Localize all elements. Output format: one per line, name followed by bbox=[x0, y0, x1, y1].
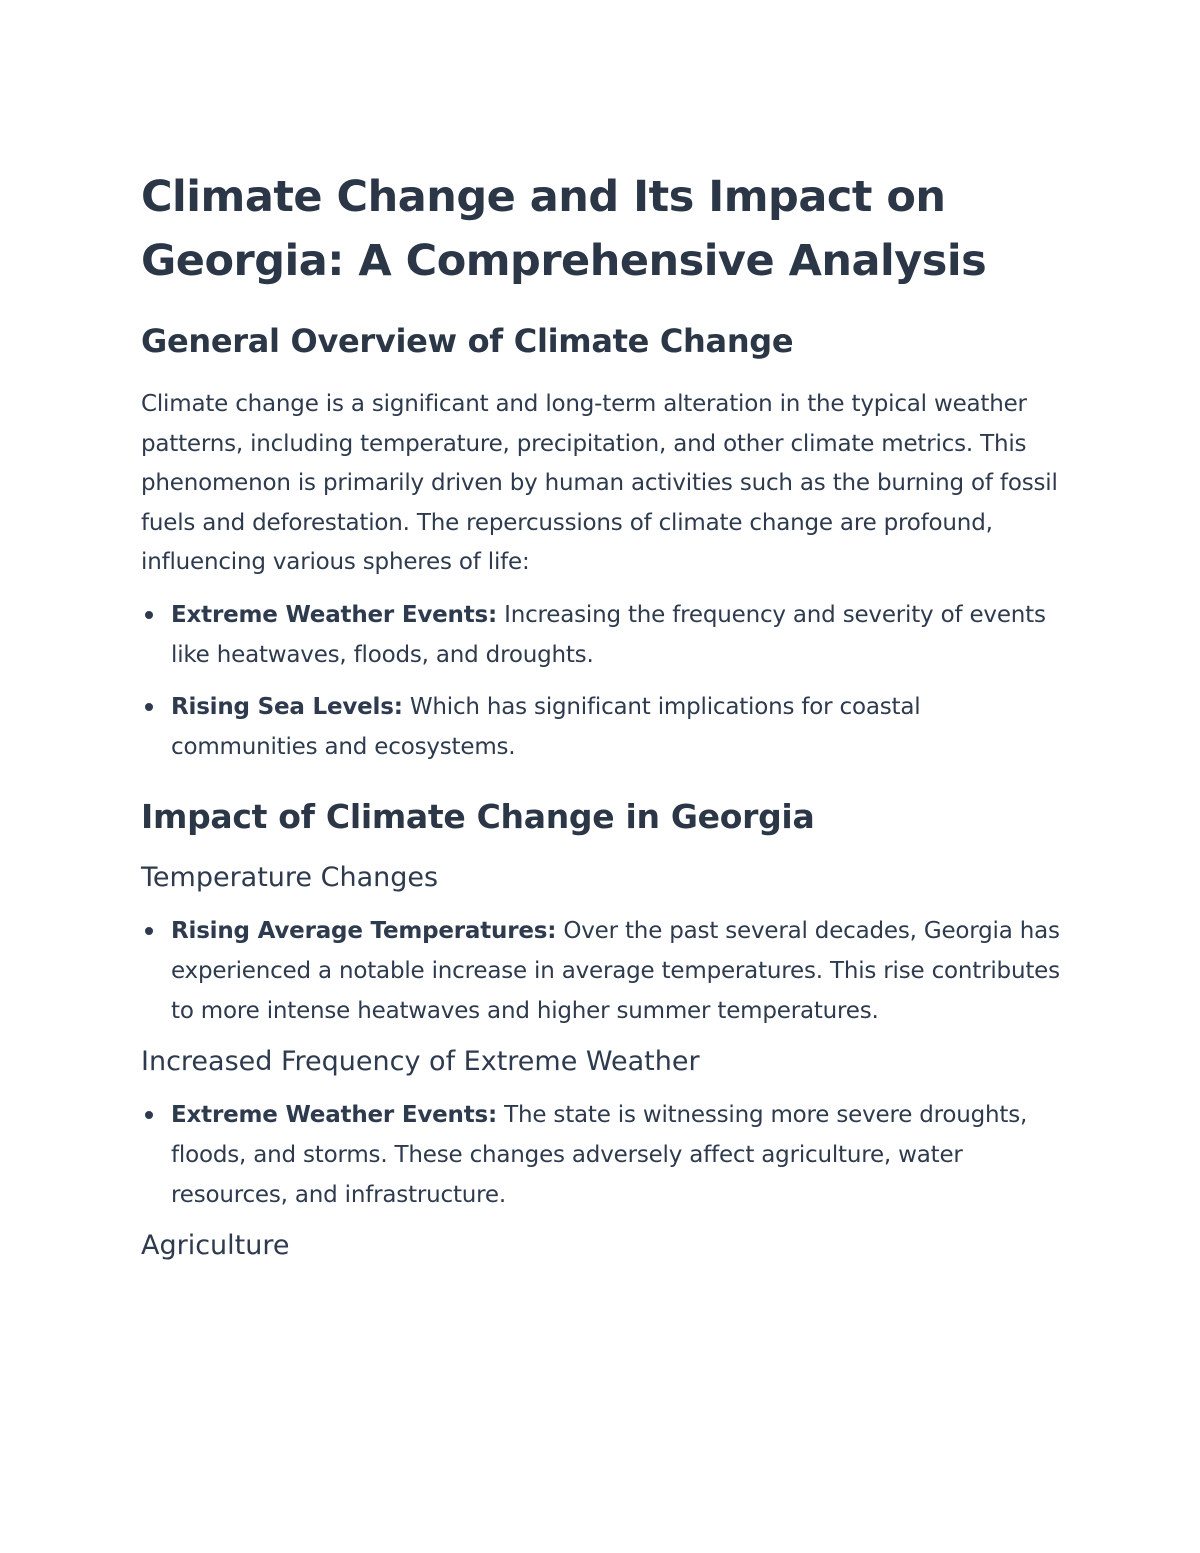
list-item-term: Rising Average Temperatures: bbox=[171, 917, 557, 944]
impact-heading: Impact of Climate Change in Georgia bbox=[141, 796, 815, 836]
list-item bbox=[141, 1095, 1061, 1215]
list-item-term: Rising Sea Levels: bbox=[171, 693, 403, 720]
agriculture-heading: Agriculture bbox=[141, 1229, 290, 1261]
overview-paragraph: Climate change is a significant and long-term alteration in the typical weather patterns, including temperature, precipitation, and other climate metrics. This phenomenon is primarily driven by human activities such as the burning of fossil fuels and deforestation. The repercussions of climate change are profound, influencing various spheres of life: bbox=[141, 391, 1058, 575]
list-item-text: Which has significant implications for coastal communities and ecosystems. bbox=[171, 693, 921, 760]
temperature-list bbox=[141, 911, 1061, 1031]
document-page bbox=[141, 165, 1061, 1279]
overview-heading: General Overview of Climate Change bbox=[141, 322, 794, 360]
bullet-icon bbox=[145, 611, 153, 619]
extreme-weather-list bbox=[141, 1095, 1061, 1215]
list-item bbox=[141, 687, 1061, 767]
list-item-term: Extreme Weather Events: bbox=[171, 1101, 498, 1128]
list-item-text: Increasing the frequency and severity of events like heatwaves, floods, and droughts. bbox=[171, 601, 1046, 668]
list-item-text: The state is witnessing more severe droughts, floods, and storms. These changes adversely affect agriculture, water resources, and infrastructure. bbox=[171, 1101, 1028, 1208]
list-item-text: Over the past several decades, Georgia has experienced a notable increase in average temperatures. This rise contributes to more intense heatwaves and higher summer temperatures. bbox=[171, 917, 1060, 1024]
list-item-term: Extreme Weather Events: bbox=[171, 601, 498, 628]
document-title: Climate Change and Its Impact on Georgia: A Comprehensive Analysis bbox=[141, 172, 987, 286]
list-item bbox=[141, 595, 1061, 675]
bullet-icon bbox=[145, 703, 153, 711]
overview-list bbox=[141, 595, 1061, 767]
extreme-weather-heading: Increased Frequency of Extreme Weather bbox=[141, 1045, 700, 1077]
bullet-icon bbox=[145, 927, 153, 935]
temperature-heading: Temperature Changes bbox=[141, 861, 439, 893]
list-item bbox=[141, 911, 1061, 1031]
bullet-icon bbox=[145, 1111, 153, 1119]
